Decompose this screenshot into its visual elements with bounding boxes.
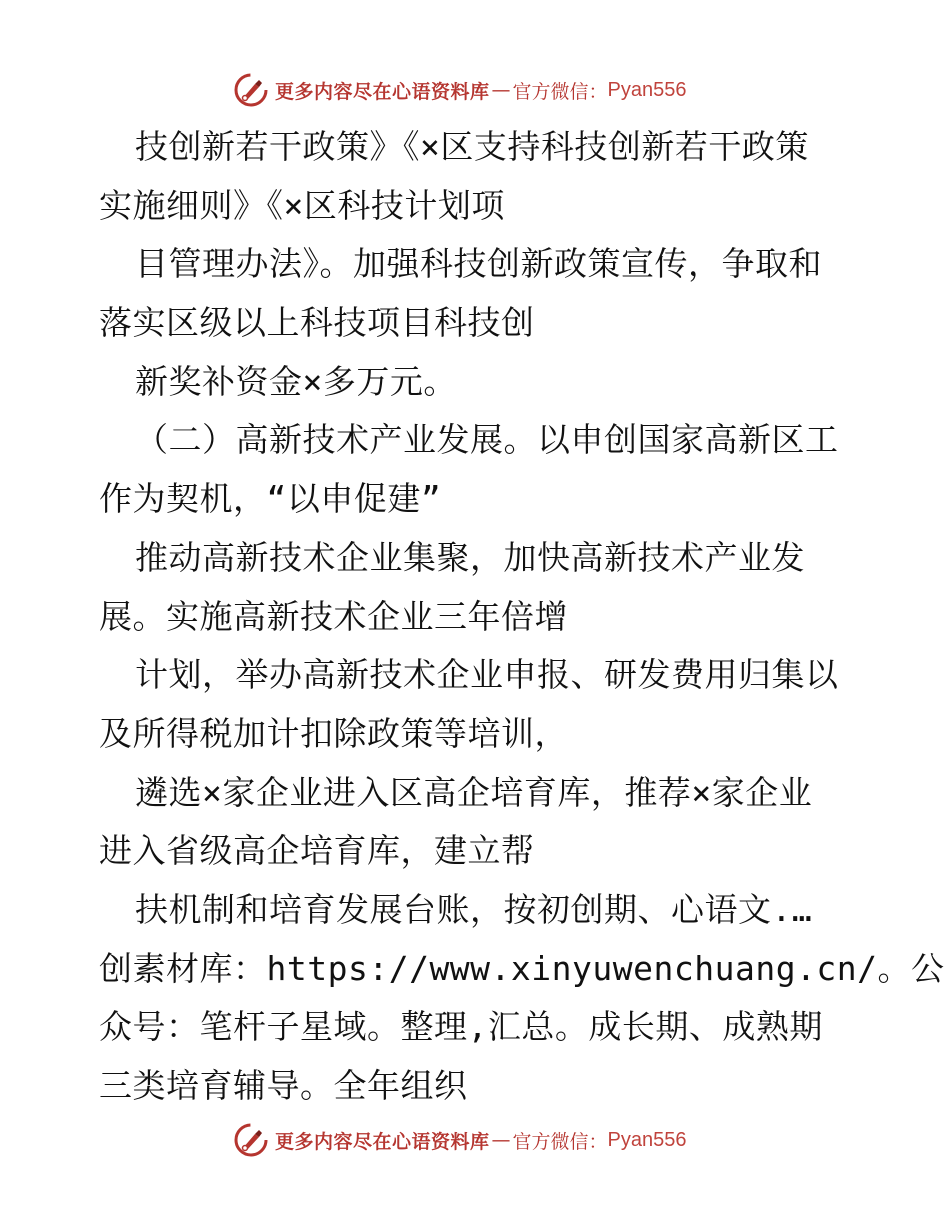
text-line-12: 遴选×家企业进入区高企培育库，推荐×家企业 [135, 772, 813, 812]
text-line-14: 扶机制和培育发展台账，按初创期、心语文.… [135, 889, 813, 929]
document-body [99, 118, 945, 1116]
banner-slogan: 更多内容尽在心语资料库 [275, 1130, 490, 1153]
text-line-2: 实施细则》《×区科技计划项 [99, 185, 505, 225]
text-line-8: 推动高新技术企业集聚，加快高新技术产业发 [135, 537, 805, 577]
text-line-13: 进入省级高企培育库，建立帮 [99, 831, 535, 871]
banner-wechat-label: 官方微信： [512, 80, 608, 103]
brush-pen-logo-icon [233, 1122, 269, 1158]
text-line-15: 创素材库：https://www.xinyuwenchuang.cn/。公 [99, 948, 945, 988]
text-line-6: （二）高新技术产业发展。以申创国家高新区工 [135, 420, 839, 460]
text-line-4: 落实区级以上科技项目科技创 [99, 303, 535, 343]
text-line-10: 计划，举办高新技术企业申报、研发费用归集以 [135, 655, 839, 695]
banner-separator: — [491, 79, 511, 101]
text-line-11: 及所得税加计扣除政策等培训， [99, 713, 568, 753]
header-banner [233, 70, 687, 110]
text-line-5: 新奖补资金×多万元。 [135, 361, 457, 401]
banner-wechat-id: Pyan556 [607, 78, 687, 101]
text-line-16: 众号：笔杆子星域。整理,汇总。成长期、成熟期 [99, 1007, 823, 1047]
text-line-17: 三类培育辅导。全年组织 [99, 1066, 468, 1105]
banner-wechat-id: Pyan556 [607, 1128, 687, 1151]
banner-wechat-label: 官方微信： [512, 1130, 608, 1153]
footer-banner [233, 1120, 687, 1160]
text-line-1: 技创新若干政策》《×区支持科技创新若干政策 [135, 127, 809, 166]
banner-slogan: 更多内容尽在心语资料库 [275, 80, 490, 103]
text-line-7: 作为契机，“以申促建” [99, 479, 442, 519]
text-line-3: 目管理办法》。加强科技创新政策宣传，争取和 [135, 244, 822, 284]
banner-separator: — [491, 1129, 511, 1151]
brush-pen-logo-icon [233, 72, 269, 108]
text-line-9: 展。实施高新技术企业三年倍增 [99, 596, 568, 636]
